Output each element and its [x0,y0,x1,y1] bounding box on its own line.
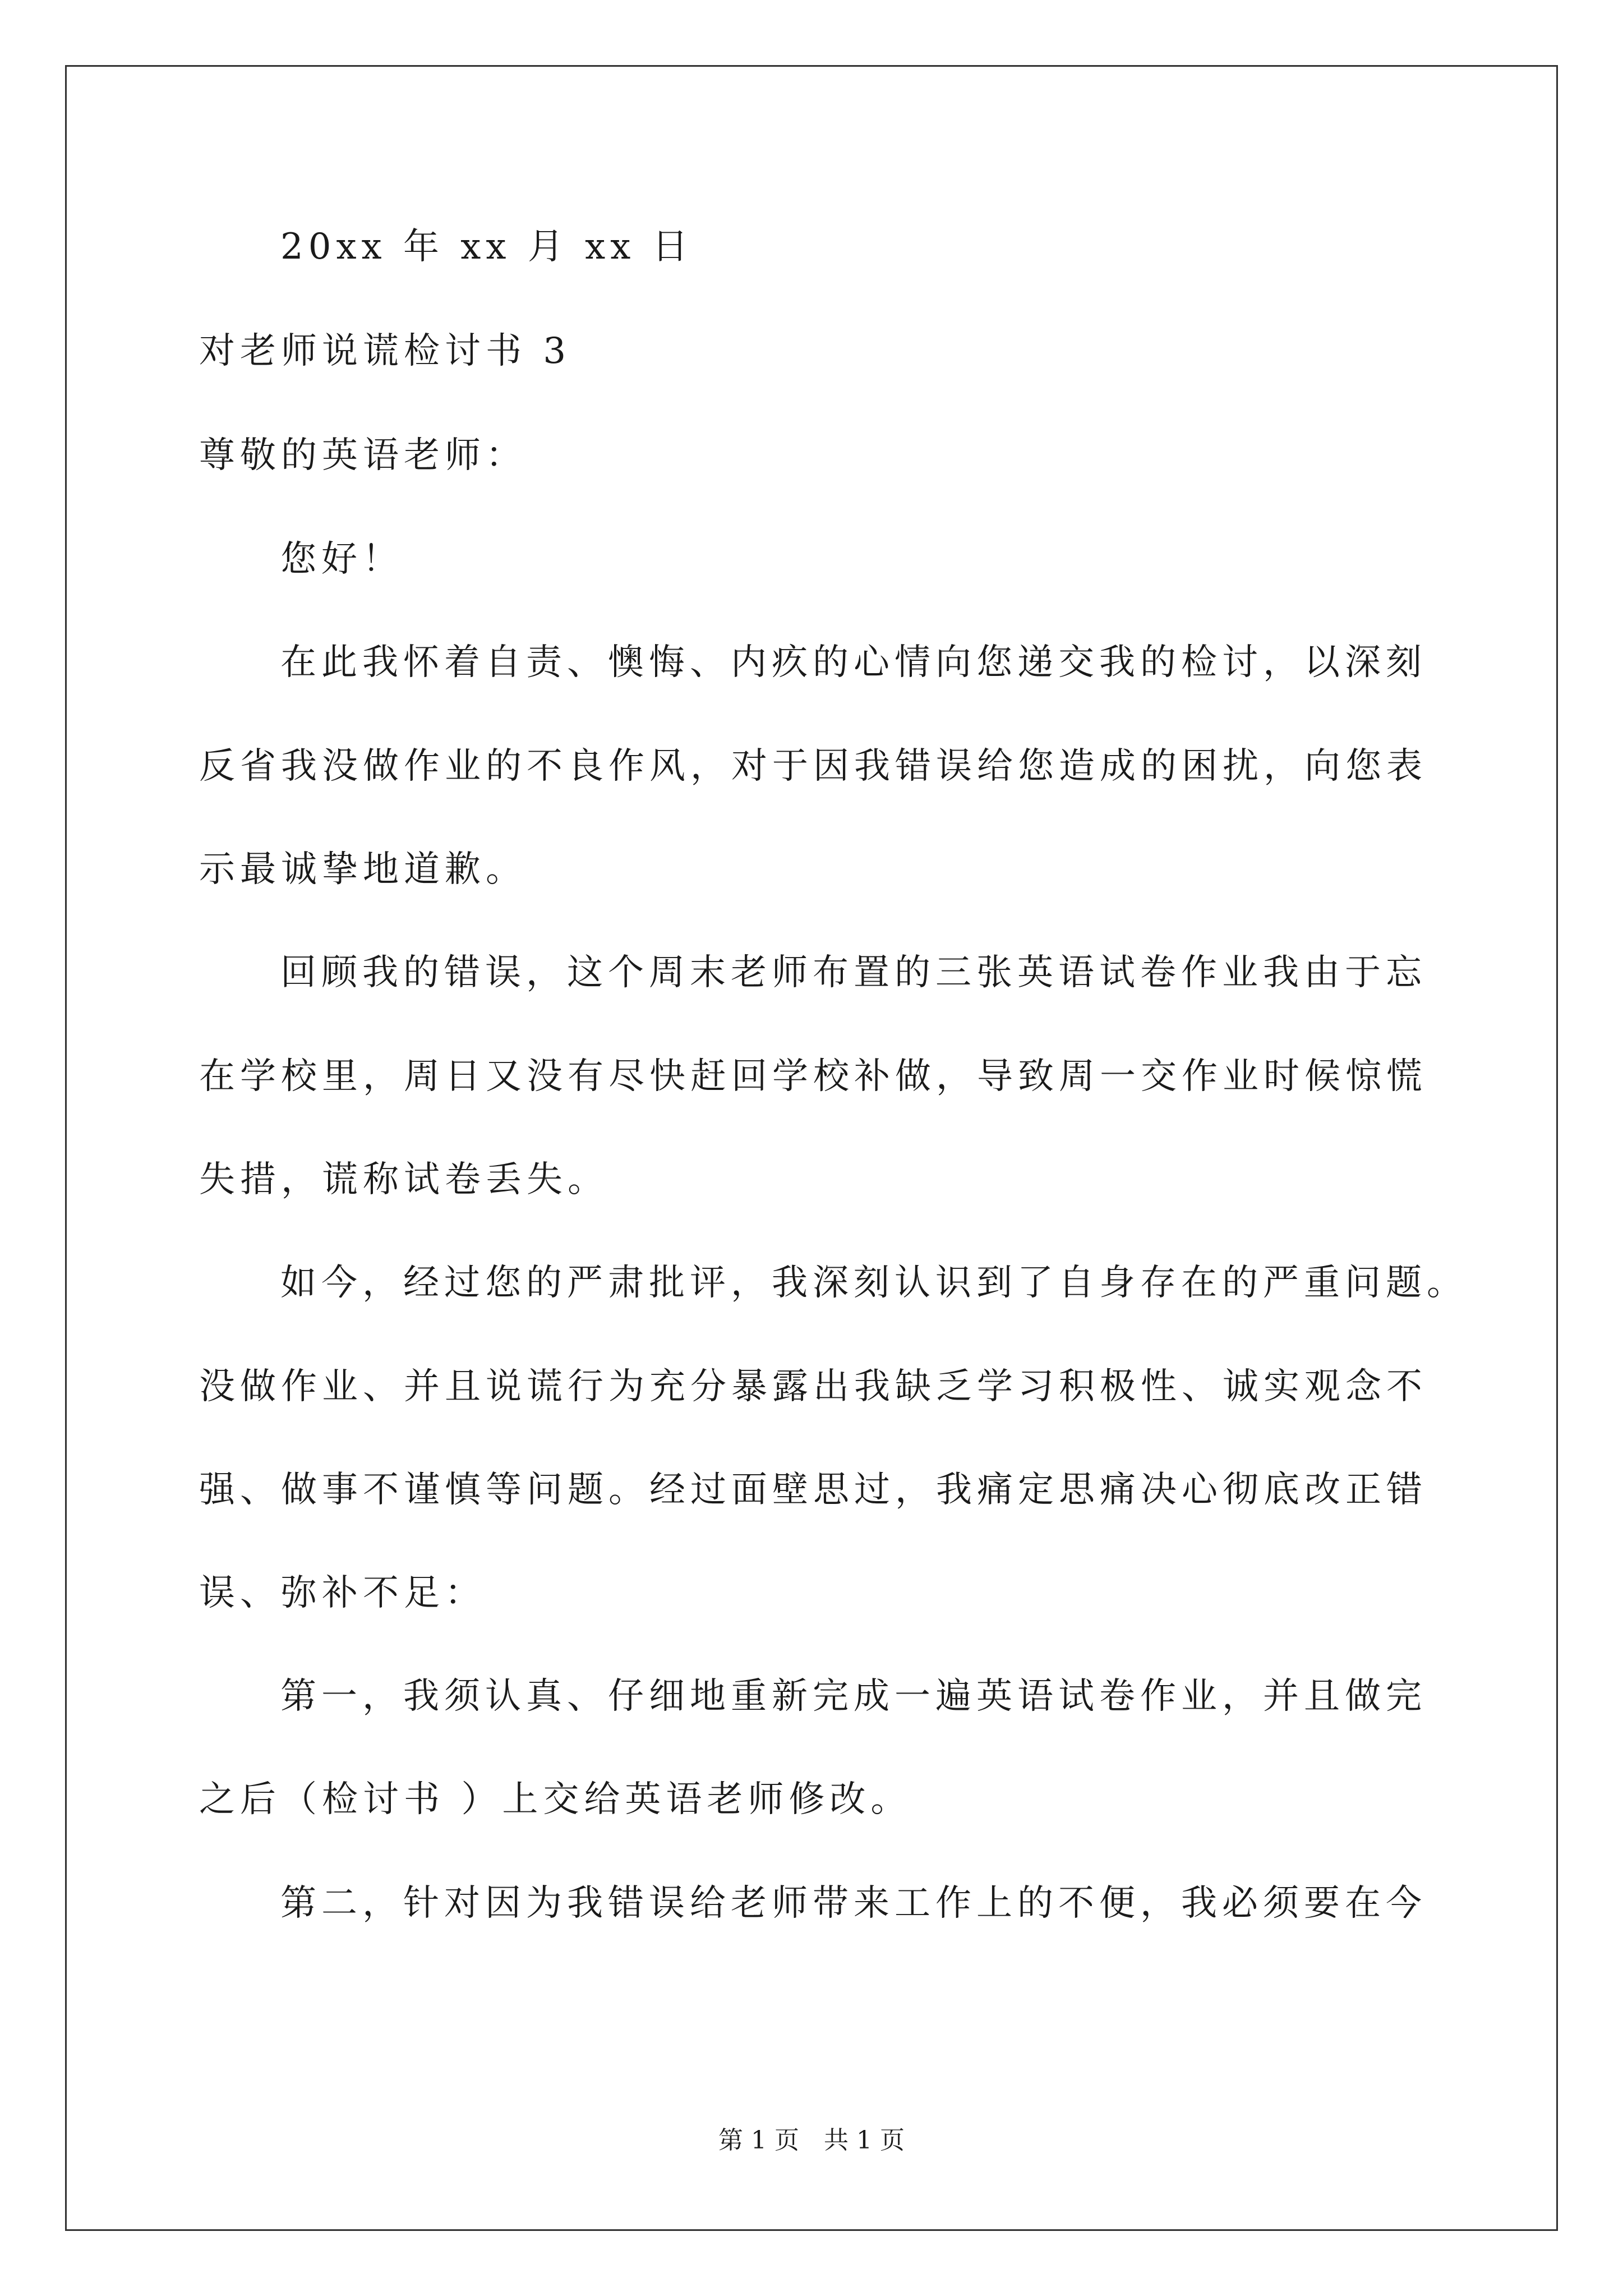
text-line: 失措，谎称试卷丢失。 [199,1159,608,1200]
text-line: 您好！ [280,539,403,580]
text-line: 20xx 年 xx 月 xx 日 [280,226,693,268]
text-line: 如今，经过您的严肃批评，我深刻认识到了自身存在的严重问题。 [280,1262,1468,1304]
text-line: 在学校里，周日又没有尽快赶回学校补做，导致周一交作业时候惊慌 [199,1056,1427,1097]
text-line: 强、做事不谨慎等问题。经过面壁思过，我痛定思痛决心彻底改正错 [199,1469,1427,1511]
page-number-footer: 第 1 页 共 1 页 [718,2126,905,2155]
text-line: 第一，我须认真、仔细地重新完成一遍英语试卷作业，并且做完 [280,1676,1427,1717]
text-line: 误、弥补不足： [199,1572,486,1614]
text-line: 之后（检讨书 ）上交给英语老师修改。 [199,1779,912,1820]
text-line: 尊敬的英语老师： [199,435,527,476]
text-line: 没做作业、并且说谎行为充分暴露出我缺乏学习积极性、诚实观念不 [199,1366,1427,1407]
text-line: 反省我没做作业的不良作风，对于因我错误给您造成的困扰，向您表 [199,746,1427,787]
text-line: 示最诚挚地道歉。 [199,849,527,890]
text-line: 回顾我的错误，这个周末老师布置的三张英语试卷作业我由于忘 [280,952,1427,993]
text-line: 在此我怀着自责、懊悔、内疚的心情向您递交我的检讨，以深刻 [280,642,1427,683]
text-line: 第二，针对因为我错误给老师带来工作上的不便，我必须要在今 [280,1883,1427,1924]
text-line: 对老师说谎检讨书 3 [199,330,571,372]
